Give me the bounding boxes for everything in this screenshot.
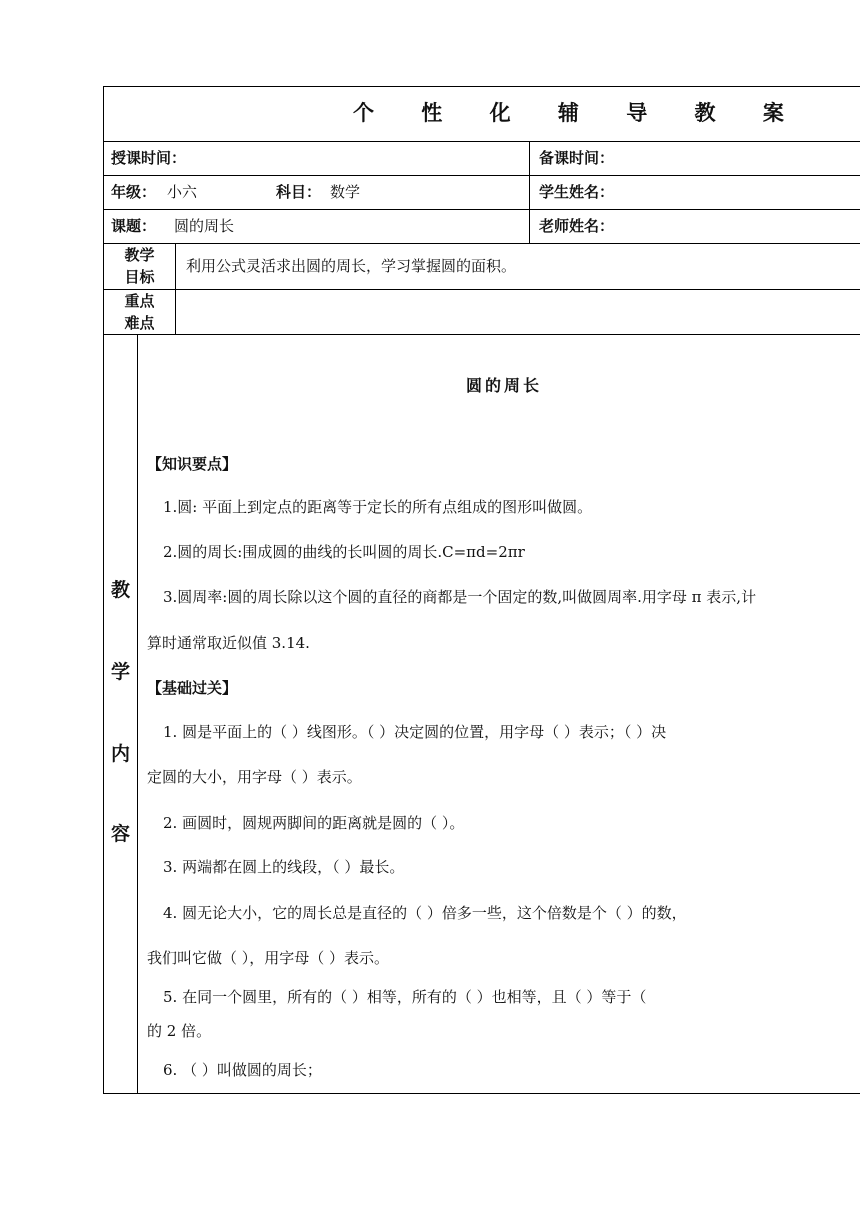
content-side-label-2: 学 [111, 661, 131, 683]
knowledge-item-3: 3.圆周率:圆的周长除以这个圆的直径的商都是一个固定的数,叫做圆周率.用字母 π 表示,计 [163, 588, 757, 606]
row-divider-6 [103, 334, 860, 335]
keypoints-label [104, 290, 175, 334]
row-divider-4 [103, 243, 860, 244]
question-1: 1. 圆是平面上的（ ）线图形。（ ）决定圆的位置，用字母（ ）表示；（ ）决 [163, 723, 667, 741]
lesson-time-label: 授课时间： [111, 149, 187, 167]
question-4-cont: 我们叫它做（ ），用字母（ ）表示。 [147, 949, 390, 967]
column-divider-content [137, 334, 138, 1093]
knowledge-item-2: 2.圆的周长:围成圆的曲线的长叫圆的周长.C=πd=2πr [163, 543, 525, 561]
question-2: 2. 画圆时，圆规两脚间的距离就是圆的（ ）。 [163, 814, 465, 832]
objectives-label-line1: 教学 [124, 246, 155, 264]
objectives-text: 利用公式灵活求出圆的周长，学习掌握圆的面积。 [186, 257, 517, 275]
table-bottom-border [103, 1093, 860, 1094]
subject-label: 科目： [276, 183, 322, 201]
prep-time-label: 备课时间： [539, 149, 615, 167]
column-divider-label [175, 243, 176, 334]
topic-label: 课题： [111, 217, 157, 235]
table-left-border [103, 86, 104, 1094]
knowledge-item-1: 1.圆: 平面上到定点的距离等于定长的所有点组成的图形叫做圆。 [163, 498, 593, 516]
subject-value: 数学 [330, 183, 361, 201]
content-side-label-4: 容 [111, 823, 131, 845]
topic-value: 圆的周长 [174, 217, 235, 235]
question-5: 5. 在同一个圆里，所有的（ ）相等，所有的（ ）也相等，且（ ）等于（ [163, 988, 647, 1006]
knowledge-heading: 【知识要点】 [147, 455, 238, 473]
page-title: 个 性 化 辅 导 教 案 [353, 101, 804, 125]
question-6: 6. （ ）叫做圆的周长； [163, 1061, 322, 1079]
objectives-label [104, 244, 175, 288]
teacher-name-label: 老师姓名： [539, 217, 615, 235]
keypoints-label-line1: 重点 [124, 292, 155, 310]
row-divider-2 [103, 175, 860, 176]
content-side-label-3: 内 [111, 743, 131, 765]
question-1-cont: 定圆的大小，用字母（ ）表示。 [147, 768, 362, 786]
row-divider-1 [103, 141, 860, 142]
grade-value: 小六 [167, 183, 198, 201]
basics-heading: 【基础过关】 [147, 679, 238, 697]
grade-label: 年级： [111, 183, 157, 201]
section-subtitle: 圆的周长 [466, 376, 543, 395]
row-divider-5 [103, 289, 860, 290]
content-side-label-1: 教 [111, 579, 131, 601]
keypoints-label-line2: 难点 [124, 314, 155, 332]
student-name-label: 学生姓名： [539, 183, 615, 201]
question-4: 4. 圆无论大小，它的周长总是直径的（ ）倍多一些，这个倍数是个（ ）的数， [163, 904, 687, 922]
objectives-label-line2: 目标 [124, 268, 155, 286]
row-divider-3 [103, 209, 860, 210]
question-3: 3. 两端都在圆上的线段，（ ）最长。 [163, 858, 405, 876]
knowledge-item-3-cont: 算时通常取近似值 3.14. [147, 634, 310, 652]
column-divider-right [529, 141, 530, 243]
question-5-cont: 的 2 倍。 [147, 1022, 212, 1040]
table-top-border [103, 86, 860, 87]
